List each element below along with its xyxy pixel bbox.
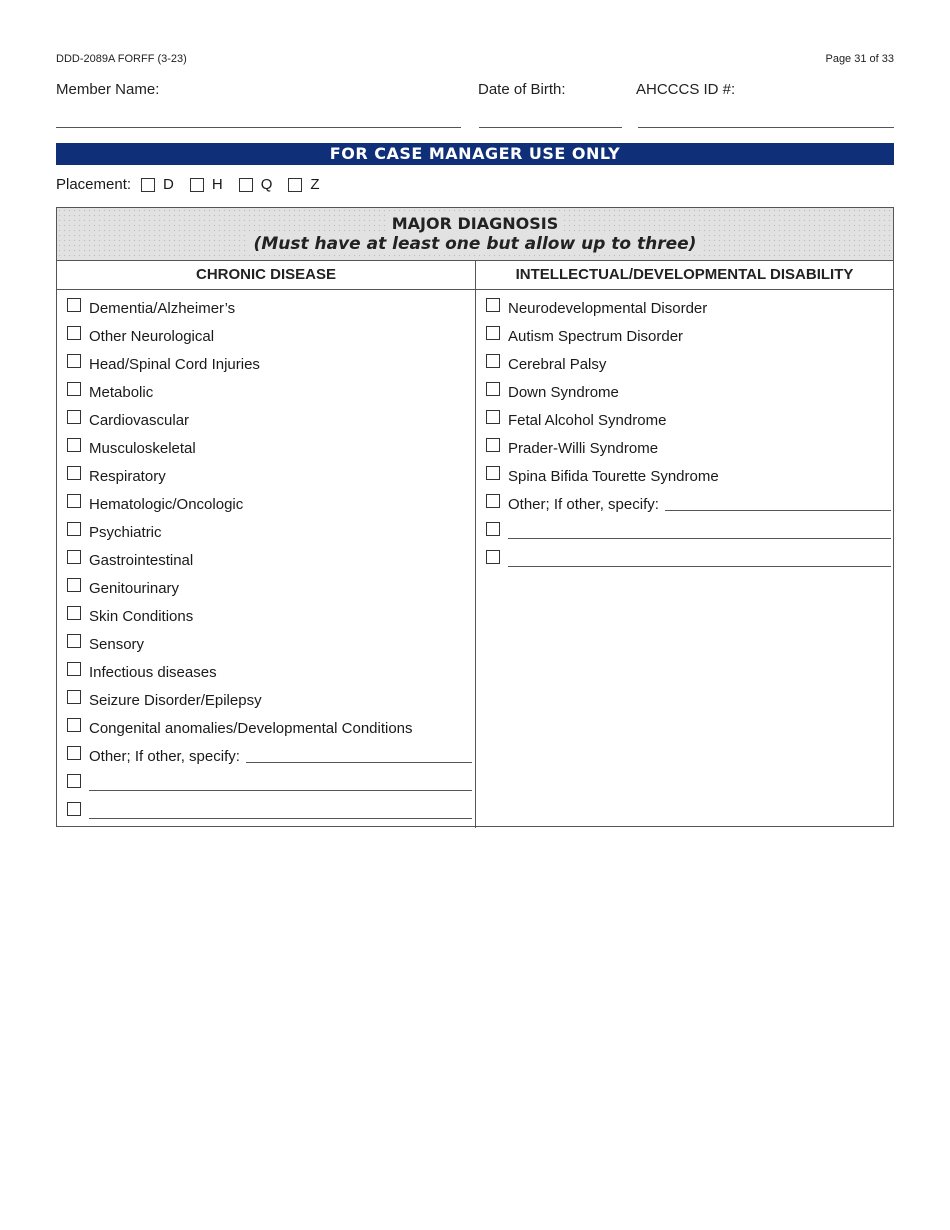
ahcccs-id-label: AHCCCS ID #: [636,81,736,98]
checkbox[interactable] [486,522,500,536]
page-number: Page 31 of 33 [825,53,894,65]
checkbox[interactable] [67,550,81,564]
specify-line[interactable] [89,790,472,791]
list-item[interactable]: Fetal Alcohol Syndrome [486,406,891,434]
diagnosis-title: MAJOR DIAGNOSIS [386,214,565,233]
list-item[interactable]: Genitourinary [67,574,472,602]
list-item[interactable]: Dementia/Alzheimer’s [67,294,472,322]
checkbox[interactable] [67,466,81,480]
list-item[interactable]: Down Syndrome [486,378,891,406]
ahcccs-id-line[interactable] [638,127,894,128]
checkbox[interactable] [67,802,81,816]
specify-line[interactable] [246,762,472,763]
chronic-blank-entry[interactable] [67,770,472,798]
idd-other-specify[interactable]: Other; If other, specify: [486,490,891,518]
member-name-line[interactable] [56,127,461,128]
chronic-disease-list [67,294,472,826]
placement-option-z[interactable]: Z [288,176,319,193]
placement-option-h[interactable]: H [190,176,223,193]
checkbox[interactable] [67,690,81,704]
checkbox[interactable] [67,718,81,732]
dob-line[interactable] [479,127,622,128]
case-manager-banner: FOR CASE MANAGER USE ONLY [56,143,894,165]
list-item[interactable]: Cerebral Palsy [486,350,891,378]
checkbox[interactable] [239,178,253,192]
list-item[interactable]: Other Neurological [67,322,472,350]
diagnosis-subtitle: (Must have at least one but allow up to three) [248,234,703,254]
checkbox[interactable] [67,774,81,788]
chronic-other-specify[interactable]: Other; If other, specify: [67,742,472,770]
list-item[interactable]: Sensory [67,630,472,658]
list-item[interactable]: Congenital anomalies/Developmental Conditions [67,714,472,742]
idd-blank-entry[interactable] [486,518,891,546]
checkbox[interactable] [486,550,500,564]
checkbox[interactable] [486,438,500,452]
checkbox[interactable] [67,298,81,312]
diagnosis-header [57,208,893,261]
checkbox[interactable] [486,466,500,480]
checkbox[interactable] [486,494,500,508]
checkbox[interactable] [67,746,81,760]
list-item[interactable]: Prader-Willi Syndrome [486,434,891,462]
column-divider [475,260,476,828]
list-item[interactable]: Musculoskeletal [67,434,472,462]
checkbox[interactable] [486,410,500,424]
checkbox[interactable] [486,326,500,340]
list-item[interactable]: Skin Conditions [67,602,472,630]
checkbox[interactable] [67,410,81,424]
checkbox[interactable] [67,326,81,340]
checkbox[interactable] [486,354,500,368]
specify-line[interactable] [508,566,891,567]
checkbox[interactable] [67,606,81,620]
placement-label: Placement: [56,176,132,193]
form-code: DDD-2089A FORFF (3-23) [56,53,187,65]
dob-label: Date of Birth: [478,81,566,98]
list-item[interactable]: Neurodevelopmental Disorder [486,294,891,322]
placement-option-q[interactable]: Q [239,176,273,193]
checkbox[interactable] [486,382,500,396]
idd-heading: INTELLECTUAL/DEVELOPMENTAL DISABILITY [476,260,893,290]
specify-line[interactable] [508,538,891,539]
checkbox[interactable] [67,438,81,452]
list-item[interactable]: Gastrointestinal [67,546,472,574]
checkbox[interactable] [141,178,155,192]
list-item[interactable]: Cardiovascular [67,406,472,434]
list-item[interactable]: Metabolic [67,378,472,406]
checkbox[interactable] [67,522,81,536]
chronic-disease-heading: CHRONIC DISEASE [57,260,475,290]
major-diagnosis-table [56,207,894,827]
specify-line[interactable] [89,818,472,819]
checkbox[interactable] [67,382,81,396]
checkbox[interactable] [67,662,81,676]
checkbox[interactable] [67,494,81,508]
idd-blank-entry[interactable] [486,546,891,574]
list-item[interactable]: Seizure Disorder/Epilepsy [67,686,472,714]
chronic-blank-entry[interactable] [67,798,472,826]
list-item[interactable]: Spina Bifida Tourette Syndrome [486,462,891,490]
specify-line[interactable] [665,510,891,511]
checkbox[interactable] [67,634,81,648]
checkbox[interactable] [190,178,204,192]
idd-list [486,294,891,574]
checkbox[interactable] [67,354,81,368]
list-item[interactable]: Infectious diseases [67,658,472,686]
member-name-label: Member Name: [56,81,160,98]
list-item[interactable]: Hematologic/Oncologic [67,490,472,518]
checkbox[interactable] [288,178,302,192]
checkbox[interactable] [486,298,500,312]
list-item[interactable]: Head/Spinal Cord Injuries [67,350,472,378]
checkbox[interactable] [67,578,81,592]
placement-row [56,176,320,193]
list-item[interactable]: Autism Spectrum Disorder [486,322,891,350]
list-item[interactable]: Respiratory [67,462,472,490]
list-item[interactable]: Psychiatric [67,518,472,546]
placement-option-d[interactable]: D [141,176,174,193]
